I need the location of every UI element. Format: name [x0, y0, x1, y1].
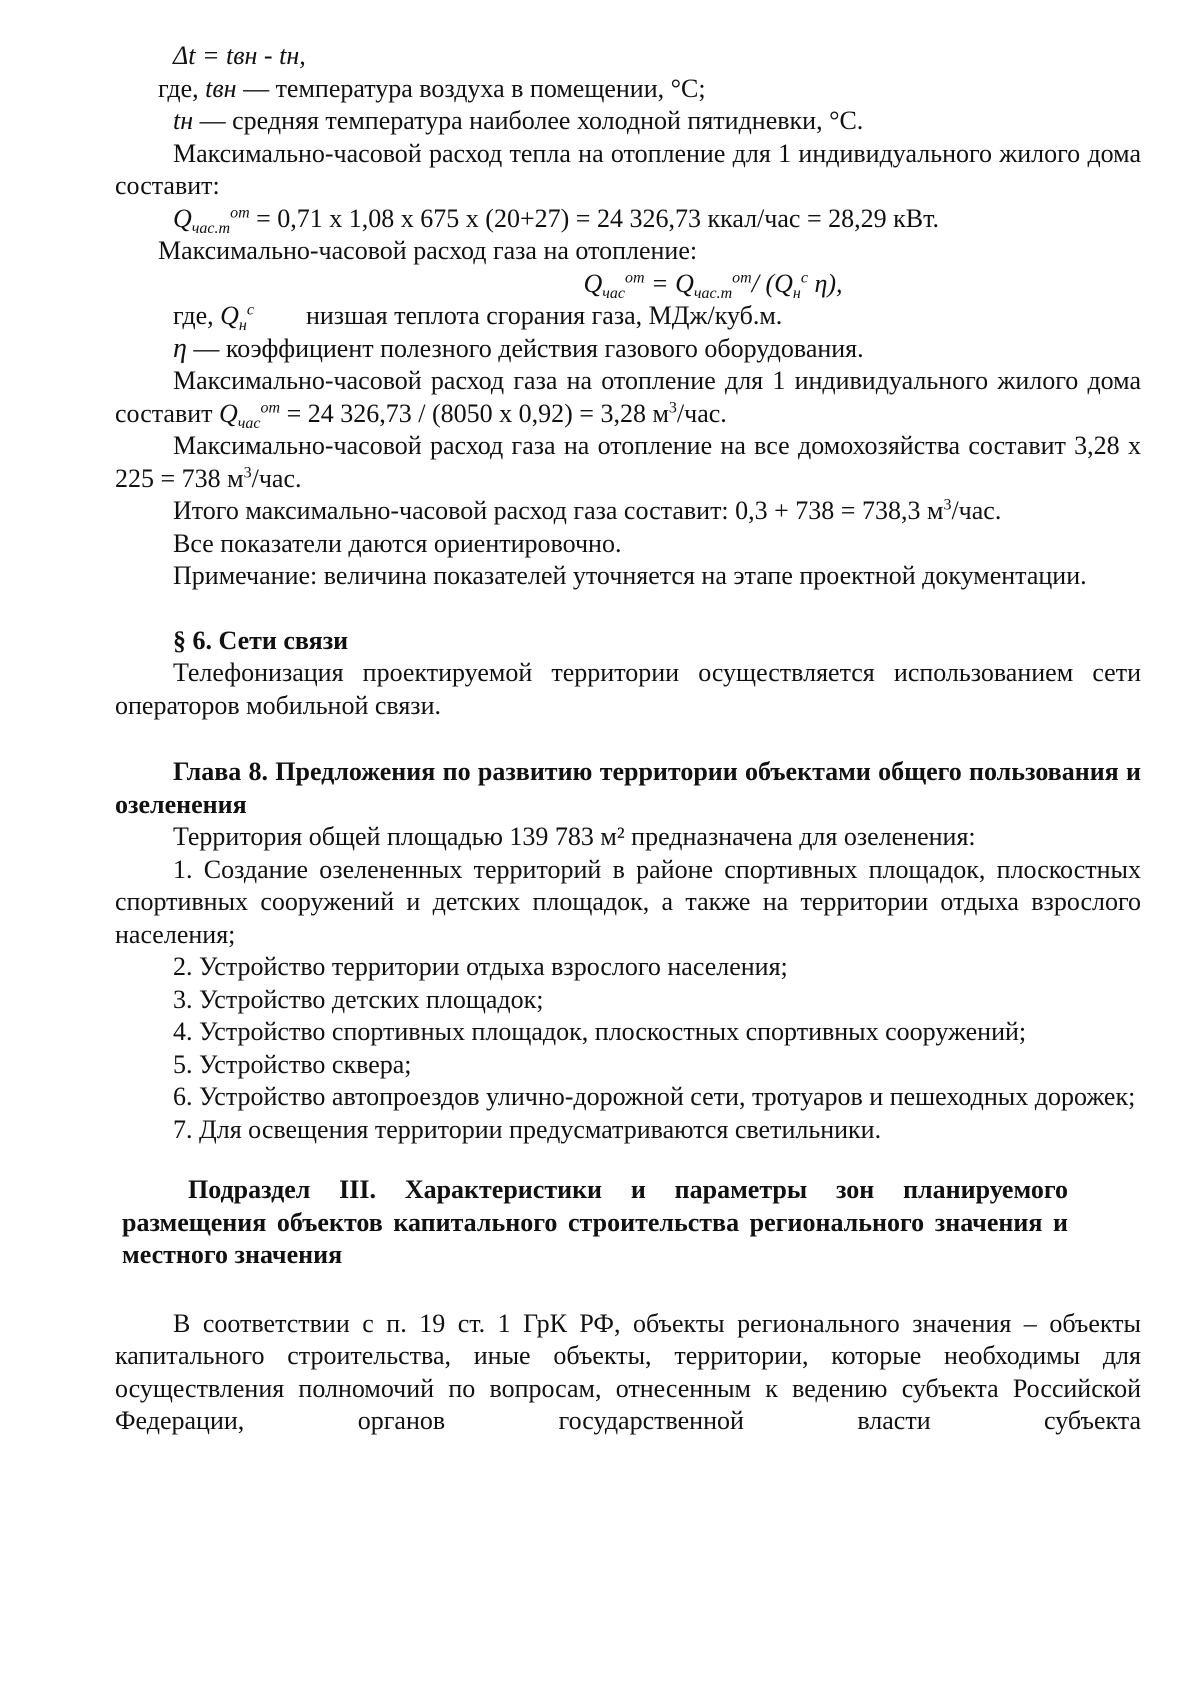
gas-one-cube: 3	[668, 398, 677, 416]
eta-definition	[115, 333, 1141, 366]
gas-all-unit: /час.	[251, 463, 302, 493]
formula-q2-subscript: час.т	[693, 284, 733, 302]
gas-one-subscript: час	[237, 414, 261, 432]
gas-all-text: Максимально-часовой расход газа на отопление на все домохозяйства составит 3,28 x 225 = 738 м	[115, 431, 1141, 493]
formula-qn-superscript: c	[800, 268, 808, 286]
gas-intro-paragraph: Максимально-часовой расход газа на отопление:	[158, 236, 698, 265]
list-item: 1. Создание озелененных территорий в районе спортивных площадок, плоскостных спортивных сооружений и детских площадок, а также на территории отдыха взрослого населения;	[115, 854, 1141, 949]
tn-text: — средняя температура наиболее холодной пятидневки, °C.	[193, 106, 864, 135]
list-item: 6. Устройство автопроездов улично-дорожной сети, тротуаров и пешеходных дорожек;	[173, 1082, 1136, 1111]
formula-equals-q: = Q	[644, 268, 694, 298]
total-unit: /час.	[951, 496, 1002, 525]
formula-qn-subscript: н	[792, 284, 801, 302]
q-heat-value: = 0,71 x 1,08 x 675 x (20+27) = 24 326,73 ккал/час = 28,29 кВт.	[249, 203, 939, 233]
qn-symbol: Q	[220, 301, 239, 330]
where-label-2: где,	[173, 301, 221, 330]
total-cube: 3	[943, 496, 952, 514]
gas-one-unit: /час.	[676, 398, 727, 428]
gas-one-house-paragraph	[115, 365, 1141, 430]
delta-t-formula: Δt = tвн - tн,	[173, 41, 306, 70]
list-item: 7. Для освещения территории предусматриваются светильники.	[173, 1114, 882, 1144]
gas-all-houses-paragraph	[115, 430, 1141, 495]
eta-text: — коэффициент полезного действия газового оборудования.	[186, 333, 864, 363]
total-text: Итого максимально-часовой расход газа составит: 0,3 + 738 = 738,3 м	[173, 496, 944, 525]
list-item: 2. Устройство территории отдыха взрослого населения;	[173, 952, 788, 981]
section-6-text: Телефонизация проектируемой территории осуществляется использованием сети операторов мобильной связи.	[115, 658, 1141, 720]
list-item: 4. Устройство спортивных площадок, плоскостных спортивных сооружений;	[173, 1017, 1027, 1046]
tvn-symbol: tвн	[205, 73, 237, 103]
gas-one-text: Максимально-часовой расход газа на отопление для 1 индивидуального жилого дома составит	[115, 366, 1141, 428]
gas-all-cube: 3	[243, 463, 252, 481]
gas-formula	[115, 268, 1141, 301]
section-6-title: § 6. Сети связи	[173, 625, 349, 655]
tvn-definition	[115, 73, 1141, 106]
subsection-3-heading	[115, 1174, 1141, 1272]
formula-divide: / (Q	[751, 268, 793, 298]
q-heat-symbol: Q	[173, 203, 192, 233]
q-heat-subscript: час.т	[191, 219, 231, 237]
subsection-3-text: В соответствии с п. 19 ст. 1 ГрК РФ, объекты регионального значения – объекты капитального строительства, иные объекты, территории, которые необходимы для осуществления полномочий по вопросам, отнесенным к ведению субъекта Российской Федерации, органов государственной власти субъекта	[115, 1308, 1141, 1435]
note-paragraph: Примечание: величина показателей уточняется на этапе проектной документации.	[173, 561, 1087, 590]
qn-superscript: c	[246, 301, 254, 319]
total-paragraph	[115, 495, 1141, 528]
tn-symbol: tн	[173, 106, 194, 135]
qn-text: низшая теплота сгорания газа, МДж/куб.м.	[305, 301, 783, 330]
subsection-3-title: Подраздел III. Характеристики и параметры зон планируемого размещения объектов капитального строительства регионального значения и местного значения	[122, 1175, 1068, 1269]
formula-q: Q	[583, 268, 603, 298]
list-item: 5. Устройство сквера;	[173, 1049, 412, 1079]
where-label: где,	[158, 73, 206, 103]
heat-calculation	[115, 203, 1141, 236]
tvn-text: — температура воздуха в помещении, °C;	[236, 73, 706, 103]
q-heat-superscript: от	[230, 203, 250, 221]
gas-one-value: = 24 326,73 / (8050 x 0,92) = 3,28 м	[280, 398, 669, 428]
eta-symbol: η	[173, 332, 187, 364]
qn-subscript: н	[238, 317, 247, 335]
formula-q-superscript: от	[624, 268, 645, 286]
approx-paragraph: Все показатели даются ориентировочно.	[173, 528, 622, 558]
gas-one-symbol: Q	[219, 398, 238, 428]
gas-one-superscript: от	[260, 398, 281, 416]
chapter-8-intro: Территория общей площадью 139 783 м² предназначена для озеленения:	[173, 822, 976, 851]
tn-definition	[115, 105, 1141, 138]
formula-tail: η),	[807, 268, 843, 298]
list-item: 3. Устройство детских площадок;	[173, 984, 544, 1014]
qn-definition	[115, 300, 1141, 333]
formula-q-subscript: час	[602, 284, 625, 302]
heat-intro-paragraph: Максимально-часовой расход тепла на отопление для 1 индивидуального жилого дома составит:	[115, 138, 1141, 200]
formula-q2-superscript: от	[732, 268, 752, 286]
chapter-8-title: Глава 8. Предложения по развитию территории объектами общего пользования и озеленения	[115, 757, 1141, 819]
